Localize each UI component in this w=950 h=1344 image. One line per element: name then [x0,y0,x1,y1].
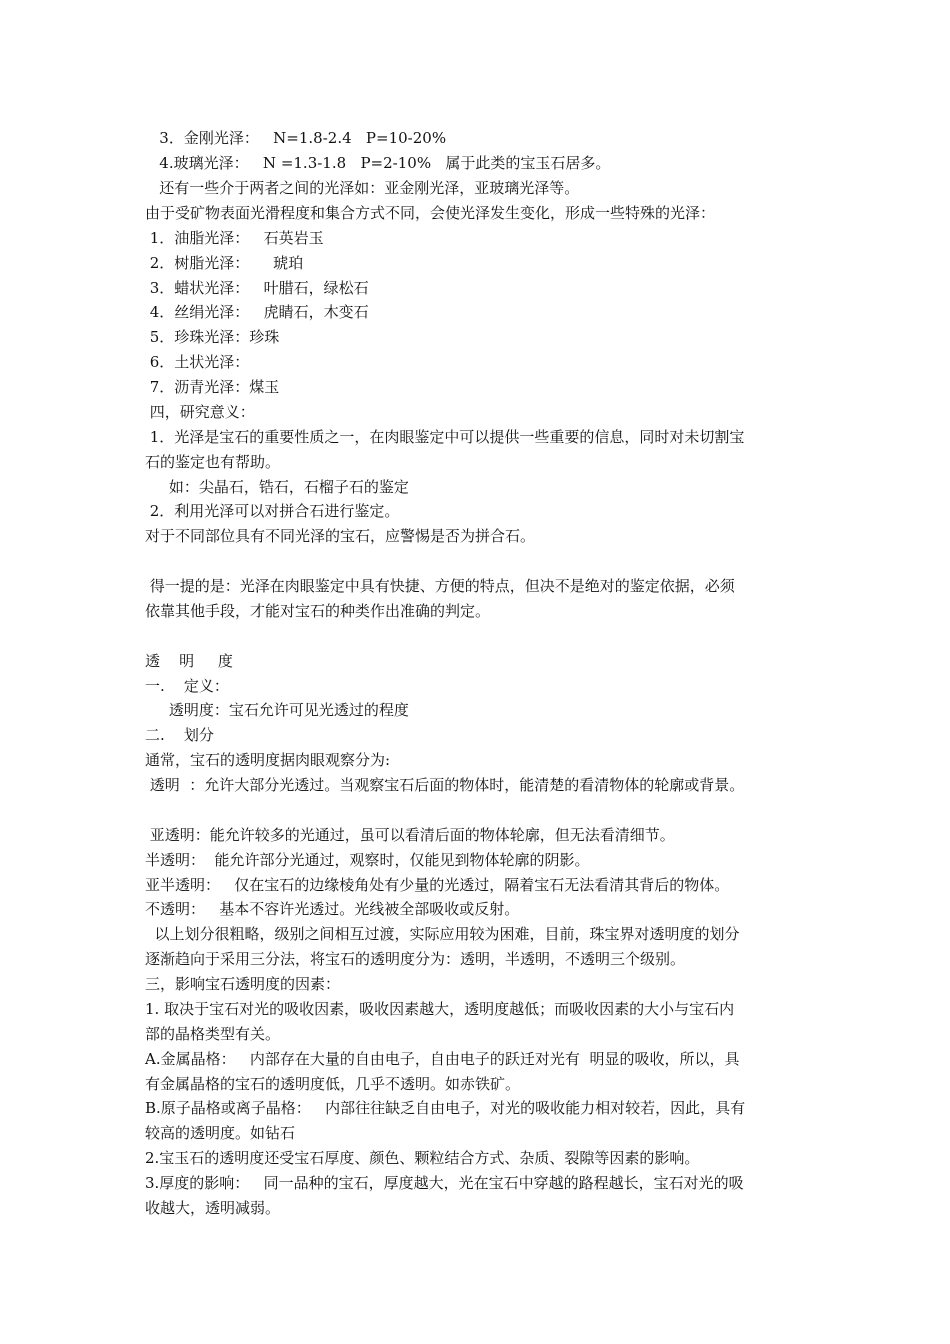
text-line: 2．树脂光泽： 琥珀 [145,254,304,272]
text-line: 3．蜡状光泽： 叶腊石，绿松石 [145,279,369,297]
text-line: 石的鉴定也有帮助。 [145,453,281,471]
text-line: 3．金刚光泽： N=1.8-2.4 P=10-20% [145,129,447,147]
text-line: 2．利用光泽可以对拼合石进行鉴定。 [145,502,400,520]
text-line: 如：尖晶石，锆石，石榴子石的鉴定 [145,478,409,496]
text-line: 2.宝玉石的透明度还受宝石厚度、颜色、颗粒结合方式、杂质、裂隙等因素的影响。 [145,1149,700,1167]
text-line: 二. 划分 [145,726,214,744]
text-line: 有金属晶格的宝石的透明度低，几乎不透明。如赤铁矿。 [145,1075,521,1093]
text-line: B.原子晶格或离子晶格： 内部往往缺乏自由电子，对光的吸收能力相对较若，因此，具有 [145,1099,746,1117]
text-line: 三，影响宝石透明度的因素： [145,975,341,993]
text-line: 4．丝绢光泽： 虎睛石，木变石 [145,303,369,321]
text-line: 6．土状光泽： [145,353,250,371]
text-line: 半透明： 能允许部分光通过，观察时，仅能见到物体轮廓的阴影。 [145,851,590,869]
text-line: 透明度：宝石允许可见光透过的程度 [145,701,409,719]
text-line: 以上划分很粗略，级别之间相互过渡，实际应用较为困难，目前，珠宝界对透明度的划分 [145,925,740,943]
text-line: 通常，宝石的透明度据肉眼观察分为: [145,751,391,769]
text-line: 逐渐趋向于采用三分法，将宝石的透明度分为：透明，半透明，不透明三个级别。 [145,950,686,968]
text-line: 一. 定义： [145,677,229,695]
text-line: 还有一些介于两者之间的光泽如：亚金刚光泽，亚玻璃光泽等。 [145,179,580,197]
text-line: 依靠其他手段，才能对宝石的种类作出准确的判定。 [145,602,491,620]
text-line: 透明 ：允许大部分光透过。当观察宝石后面的物体时，能清楚的看清物体的轮廓或背景。 [145,776,745,794]
text-line: 3.厚度的影响： 同一品种的宝石，厚度越大，光在宝石中穿越的路程越长，宝石对光的吸 [145,1174,744,1192]
section-heading: 透 明 度 [145,652,233,670]
text-line: 收越大，透明减弱。 [145,1199,281,1217]
text-line: 部的晶格类型有关。 [145,1025,281,1043]
text-line: 5．珍珠光泽：珍珠 [145,328,280,346]
text-line: 对于不同部位具有不同光泽的宝石，应警惕是否为拼合石。 [145,527,536,545]
text-line: 不透明： 基本不容许光透过。光线被全部吸收或反射。 [145,900,520,918]
text-line: 较高的透明度。如钻石 [145,1124,296,1142]
text-line: 亚透明：能允许较多的光通过，虽可以看清后面的物体轮廓，但无法看清细节。 [145,826,675,844]
text-line: 1. 取决于宝石对光的吸收因素，吸收因素越大，透明度越低；而吸收因素的大小与宝石内 [145,1000,735,1018]
text-line: 1．油脂光泽： 石英岩玉 [145,229,324,247]
text-line: 由于受矿物表面光滑程度和集合方式不同，会使光泽发生变化，形成一些特殊的光泽： [145,204,716,222]
text-line: A.金属晶格： 内部存在大量的自由电子，自由电子的跃迁对光有 明显的吸收，所以，具 [145,1050,740,1068]
text-line: 4.玻璃光泽： N =1.3-1.8 P=2-10% 属于此类的宝玉石居多。 [145,154,611,172]
text-line: 7．沥青光泽：煤玉 [145,378,280,396]
text-line: 四，研究意义： [145,403,255,421]
text-line: 亚半透明： 仅在宝石的边缘棱角处有少量的光透过，隔着宝石无法看清其背后的物体。 [145,876,730,894]
text-line: 得一提的是：光泽在肉眼鉴定中具有快捷、方便的特点，但决不是绝对的鉴定依据，必须 [145,577,735,595]
text-line: 1．光泽是宝石的重要性质之一，在肉眼鉴定中可以提供一些重要的信息，同时对未切割宝 [145,428,745,446]
